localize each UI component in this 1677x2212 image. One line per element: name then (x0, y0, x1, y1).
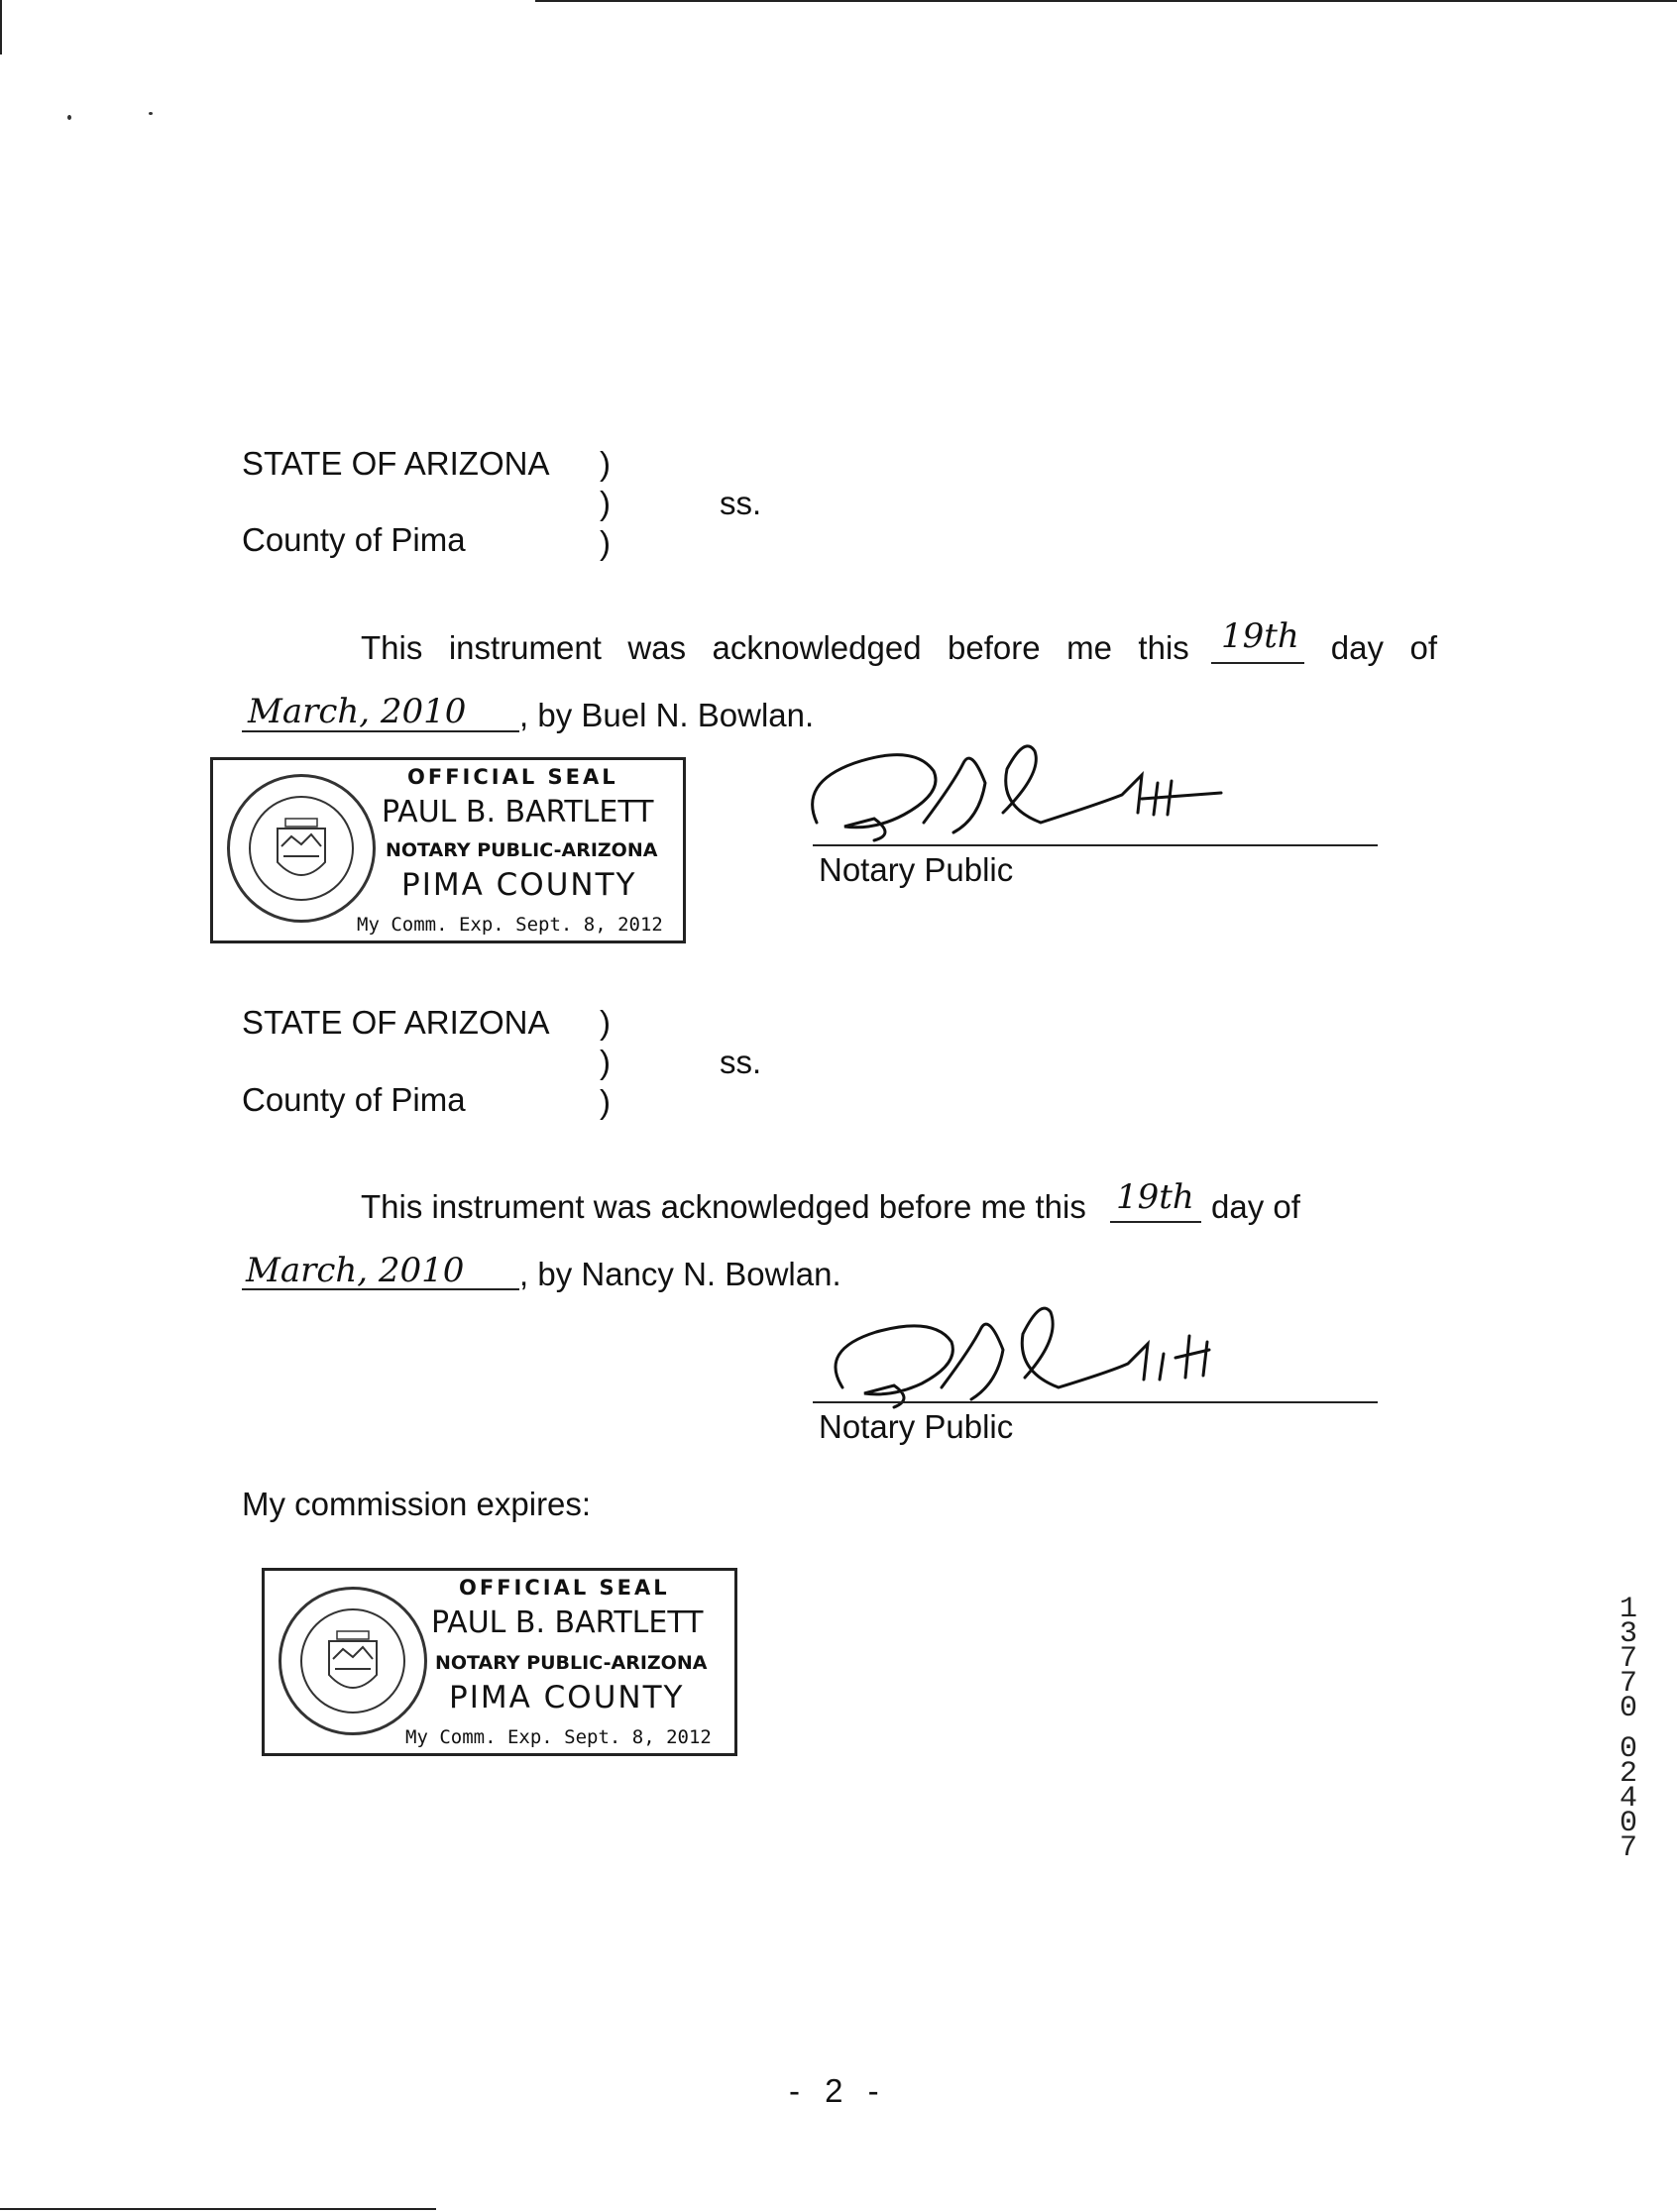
paren: ) (600, 1004, 611, 1041)
stamp-role: NOTARY PUBLIC-ARIZONA (386, 839, 658, 861)
paren: ) (600, 524, 611, 561)
document-number-digit: 3 (1619, 1617, 1637, 1651)
day-of-label: day of (1211, 1188, 1300, 1225)
document-number-digit: 7 (1619, 1642, 1637, 1676)
stamp-title: OFFICIAL SEAL (459, 1576, 670, 1600)
scan-speck (67, 115, 71, 120)
document-number-digit: 7 (1619, 1831, 1637, 1865)
document-number-digit: 7 (1619, 1667, 1637, 1701)
stamp-expiry: My Comm. Exp. Sept. 8, 2012 (405, 1726, 712, 1748)
by-text: , by Buel N. Bowlan. (519, 697, 815, 733)
document-number-digit: 0 (1619, 1807, 1637, 1840)
stamp-county: PIMA COUNTY (449, 1680, 685, 1715)
stamp-name: PAUL B. BARTLETT (431, 1605, 704, 1640)
scan-edge-bottom (0, 2208, 436, 2210)
document-number-digit: 0 (1619, 1692, 1637, 1725)
commission-label: My commission expires: (242, 1486, 592, 1522)
stamp-county: PIMA COUNTY (401, 867, 637, 903)
county-label: County of Pima (242, 1081, 466, 1118)
state-label: STATE OF ARIZONA (242, 1004, 550, 1041)
scan-speck (149, 112, 153, 115)
notary-stamp (210, 757, 686, 943)
signature-line (813, 844, 1378, 846)
state-label: STATE OF ARIZONA (242, 445, 550, 482)
document-number-digit: 2 (1619, 1757, 1637, 1791)
date-handwritten: March, 2010 (248, 692, 467, 731)
day-blank (1211, 662, 1304, 664)
signature-line (813, 1401, 1378, 1403)
stamp-expiry: My Comm. Exp. Sept. 8, 2012 (357, 914, 663, 936)
by-text: , by Nancy N. Bowlan. (519, 1256, 841, 1292)
state-seal-icon (230, 777, 373, 920)
document-number (1618, 1593, 1639, 1865)
date-handwritten: March, 2010 (246, 1251, 465, 1290)
day-handwritten: 19th (1116, 1177, 1194, 1217)
stamp-role: NOTARY PUBLIC-ARIZONA (435, 1652, 708, 1674)
county-label: County of Pima (242, 521, 466, 558)
ack-prefix: This instrument was acknowledged before me this (361, 1188, 1086, 1225)
notary-signature (805, 723, 1281, 862)
paren: ) (600, 1083, 611, 1120)
paren: ) (600, 485, 611, 521)
day-of-label: day of (1330, 629, 1437, 666)
scan-edge-top (535, 0, 1677, 2)
ss-label: ss. (720, 485, 762, 521)
ack-prefix: This instrument was acknowledged before me this (361, 629, 1189, 666)
notary-stamp (262, 1568, 737, 1756)
paren: ) (600, 445, 611, 482)
stamp-name: PAUL B. BARTLETT (382, 795, 654, 830)
signature-caption: Notary Public (819, 1408, 1014, 1445)
paren: ) (600, 1044, 611, 1080)
document-number-digit: 0 (1619, 1732, 1637, 1766)
signature-caption: Notary Public (819, 851, 1014, 888)
scan-edge-left (0, 0, 2, 55)
day-handwritten: 19th (1221, 616, 1299, 656)
notary-signature (813, 1288, 1269, 1427)
state-seal-emblem (279, 1587, 427, 1735)
state-seal-emblem (227, 774, 376, 923)
page-number: - 2 - (789, 2072, 887, 2109)
stamp-title: OFFICIAL SEAL (407, 765, 618, 789)
state-seal-icon (281, 1590, 424, 1732)
document-number-digit: 1 (1619, 1593, 1637, 1626)
document-number-digit: 4 (1619, 1782, 1637, 1816)
day-blank (1110, 1221, 1201, 1223)
ss-label: ss. (720, 1044, 762, 1080)
